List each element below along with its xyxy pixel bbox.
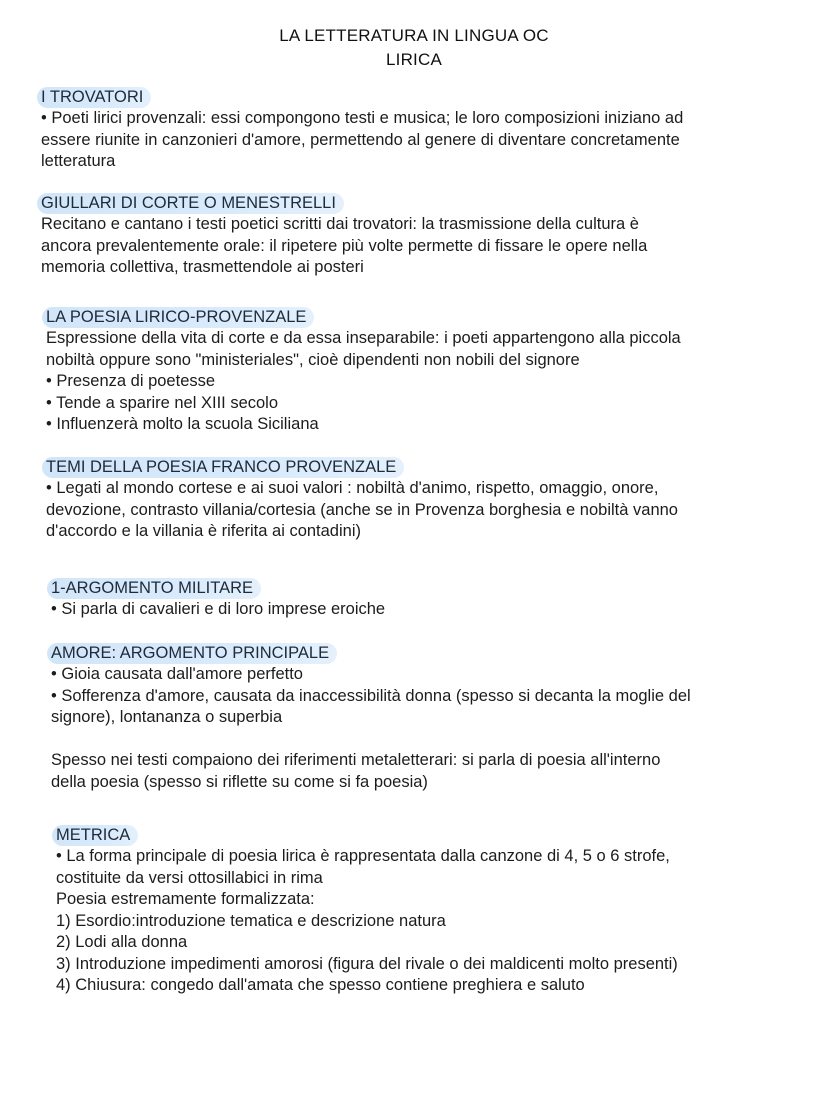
section-body <box>41 214 781 279</box>
section-body <box>41 108 781 173</box>
document-title: LA LETTERATURA IN LINGUA OC <box>279 26 549 45</box>
text-line: essere riunite in canzonieri d'amore, permettendo al genere di diventare concretamente <box>41 130 680 149</box>
text-line: ancora prevalentemente orale: il ripetere più volte permette di fissare le opere nella <box>41 236 648 255</box>
text-line: • Tende a sparire nel XIII secolo <box>46 393 279 412</box>
section-body <box>56 846 796 997</box>
text-line: devozione, contrasto villania/cortesia (anche se in Provenza borghesia e nobiltà vanno <box>46 500 678 519</box>
section-body <box>46 328 786 436</box>
text-line: nobiltà oppure sono "ministeriales", cioè dipendenti non nobili del signore <box>46 350 580 369</box>
text-line: Poesia estremamente formalizzata: <box>56 890 315 908</box>
section-heading: LA POESIA LIRICO-PROVENZALE <box>42 307 314 328</box>
section-amore <box>51 643 791 729</box>
text-line: • La forma principale di poesia lirica è rappresentata dalla canzone di 4, 5 o 6 strofe, <box>56 847 670 865</box>
section-heading: GIULLARI DI CORTE O MENESTRELLI <box>37 193 344 214</box>
section-metrica <box>56 825 796 997</box>
section-heading: I TROVATORI <box>37 87 151 108</box>
text-line: 3) Introduzione impedimenti amorosi (figura del rivale o dei maldicenti molto presenti) <box>56 954 678 973</box>
text-line: • Sofferenza d'amore, causata da inaccessibilità donna (spesso si decanta la moglie del <box>51 686 691 705</box>
text-line: 2) Lodi alla donna <box>56 933 188 951</box>
section-body <box>51 599 791 621</box>
section-trovatori <box>41 87 781 173</box>
text-line: Spesso nei testi compaiono dei riferimenti metaletterari: si parla di poesia all'interno <box>51 751 661 769</box>
section-giullari <box>41 193 781 279</box>
section-body <box>46 478 786 543</box>
section-heading: 1-ARGOMENTO MILITARE <box>47 578 261 599</box>
section-body <box>51 750 791 793</box>
text-line: 1) Esordio:introduzione tematica e descrizione natura <box>56 911 446 930</box>
section-body <box>51 664 791 729</box>
text-line: • Gioia causata dall'amore perfetto <box>51 665 303 683</box>
text-line: Espressione della vita di corte e da essa inseparabile: i poeti appartengono alla piccola <box>46 329 681 347</box>
text-line: d'accordo e la villania è riferita ai contadini) <box>46 522 361 540</box>
section-temi <box>46 457 786 543</box>
section-heading: METRICA <box>52 825 138 846</box>
text-line: della poesia (spesso si riflette su come si fa poesia) <box>51 772 428 791</box>
text-line: costituite da versi ottosillabici in rima <box>56 868 323 887</box>
section-heading: TEMI DELLA POESIA FRANCO PROVENZALE <box>42 457 404 478</box>
text-line: • Legati al mondo cortese e ai suoi valori : nobiltà d'animo, rispetto, omaggio, onore, <box>46 479 659 497</box>
section-poesia-lirico-provenzale <box>46 307 786 436</box>
text-line: • Influenzerà molto la scuola Siciliana <box>46 415 319 433</box>
text-line: Recitano e cantano i testi poetici scritti dai trovatori: la trasmissione della cultura è <box>41 215 639 233</box>
text-line: signore), lontananza o superbia <box>51 708 283 726</box>
text-line: • Si parla di cavalieri e di loro imprese eroiche <box>51 600 386 618</box>
text-line: • Poeti lirici provenzali: essi compongono testi e musica; le loro composizioni iniziano ad <box>41 109 684 127</box>
document-subtitle: LIRICA <box>386 50 442 69</box>
section-heading: AMORE: ARGOMENTO PRINCIPALE <box>47 643 337 664</box>
paragraph-metaletterari <box>51 750 791 793</box>
text-line: letteratura <box>41 152 116 170</box>
text-line: memoria collettiva, trasmettendole ai posteri <box>41 258 364 276</box>
section-argomento-militare <box>51 578 791 621</box>
text-line: 4) Chiusura: congedo dall'amata che spesso contiene preghiera e saluto <box>56 976 585 994</box>
text-line: • Presenza di poetesse <box>46 372 216 390</box>
